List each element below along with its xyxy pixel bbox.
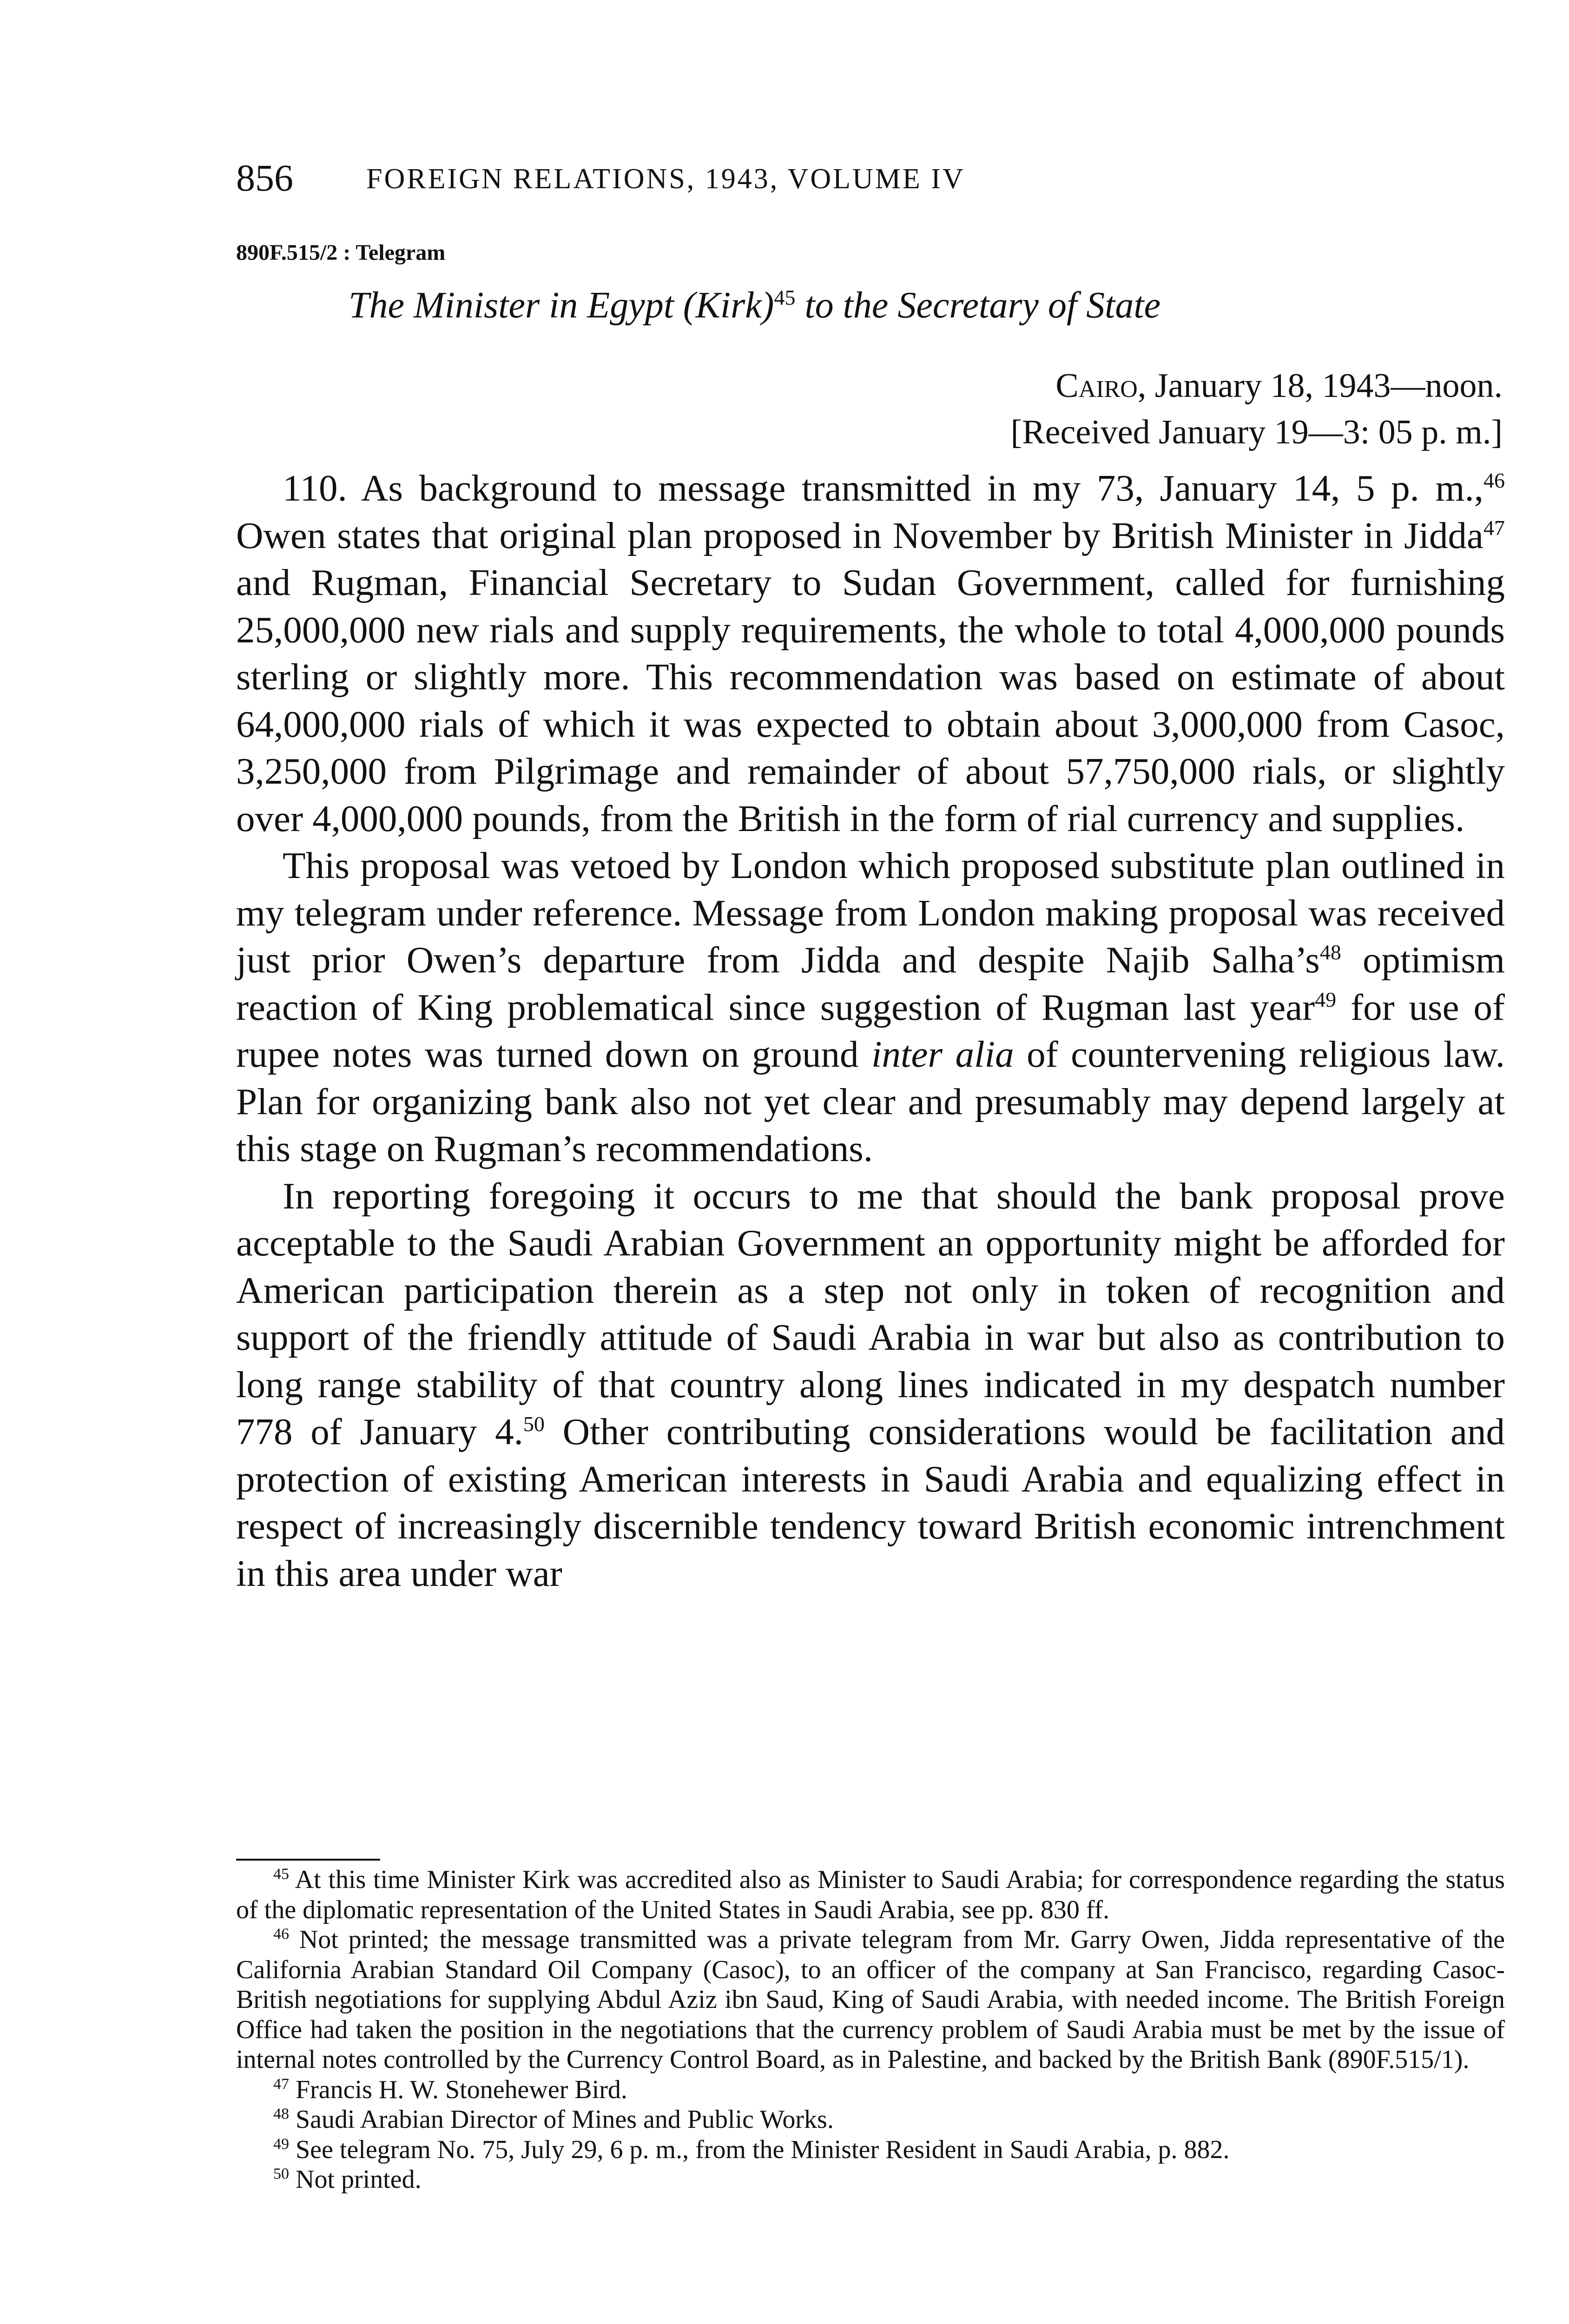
place: Cairo, [1055,367,1147,405]
file-reference: 890F.515/2 : Telegram [236,240,446,265]
footnote-number: 45 [273,1865,289,1883]
page-number: 856 [236,157,293,199]
footnote-text: Francis H. W. Stonehewer Bird. [296,2075,627,2104]
paragraph-3 [236,1173,1505,1598]
paragraph-2 [236,842,1505,1173]
footnote-number: 50 [273,2165,289,2183]
p1-text-a: 110. As background to message transmitted in my 73, January 14, 5 p. m., [283,467,1483,509]
telegram-body [236,465,1505,1597]
p2-text-b: optimism reaction of King problematical since suggestion of Rugman last year [236,939,1505,1028]
footnote-text: Saudi Arabian Director of Mines and Public Works. [296,2105,834,2134]
footnote-number: 47 [273,2075,289,2093]
footnote-number: 46 [273,1925,289,1943]
sent-line [1011,363,1503,409]
p2-text-a: This proposal was vetoed by London which proposed substitute plan outlined in my telegram under reference. Message from London making proposal was received just prior Owen’s departure from Jidda and despite Najib Salha’s [236,845,1505,981]
p2-text-d: of countervening religious law. Plan for organizing bank also not yet clear and presumably may depend largely at this stage on Rugman’s recommendations. [236,1033,1505,1169]
footnote-ref-48[interactable]: 48 [1319,940,1341,964]
paragraph-1 [236,465,1505,842]
footnote-number: 49 [273,2135,289,2152]
footnote-text: See telegram No. 75, July 29, 6 p. m., from the Minister Resident in Saudi Arabia, p. 882. [296,2135,1230,2164]
footnote-ref-50[interactable]: 50 [523,1412,545,1436]
date: January 18, 1943—noon. [1146,367,1503,405]
footnote-ref-47[interactable]: 47 [1483,515,1505,540]
footnote-47 [236,2075,1505,2105]
p3-text-a: In reporting foregoing it occurs to me that should the bank proposal prove acceptable to the Saudi Arabian Government an opportunity might be afforded for American participation therein as a step not only in token of recognition and support of the friendly attitude of Saudi Arabia in war but also as contribution to long range stability of that country along lines indicated in my despatch number 778 of January 4. [236,1175,1505,1452]
footnote-49 [236,2135,1505,2165]
running-head [236,156,1272,212]
footnote-text: Not printed; the message transmitted was a private telegram from Mr. Garry Owen, Jidda representative of the California Arabian Standard Oil Company (Casoc), to an officer of the company at San Francisco, regarding Casoc-British negotiations for supplying Abdul Aziz ibn Saud, King of Saudi Arabia, with needed income. The British Foreign Office had taken the position in the negotiations that the currency problem of Saudi Arabia must be met by the issue of internal notes controlled by the Currency Control Board, as in Palestine, and backed by the British Bank (890F.515/1). [236,1925,1505,2074]
footnote-45 [236,1865,1505,1925]
footnote-48 [236,2105,1505,2135]
footnote-ref-49[interactable]: 49 [1315,987,1337,1011]
title-text: The Minister in Egypt (Kirk) [349,285,774,326]
footnote-text: At this time Minister Kirk was accredited also as Minister to Saudi Arabia; for correspondence regarding the status of the diplomatic representation of the United States in Saudi Arabia, see pp. 830 ff. [236,1865,1505,1924]
footnote-divider [236,1859,380,1861]
footnote-number: 48 [273,2105,289,2123]
p2-text-c: for use of rupee notes was turned down on ground [236,986,1505,1075]
footnote-text: Not printed. [296,2165,422,2194]
p3-text-b: Other contributing considerations would be facilitation and protection of existing American interests in Saudi Arabia and equalizing effect in respect of increasingly discernible tendency toward British economic intrenchment in this area under war [236,1411,1505,1594]
footnotes [236,1865,1505,2195]
footnote-ref-45[interactable]: 45 [774,285,796,310]
dateline [1011,363,1503,456]
received-line: [Received January 19—3: 05 p. m.] [1010,413,1503,451]
p1-text-b: Owen states that original plan proposed in November by British Minister in Jidda [236,514,1483,556]
footnote-ref-46[interactable]: 46 [1483,469,1505,492]
p1-text-c: and Rugman, Financial Secretary to Sudan Government, called for furnishing 25,000,000 new rials and supply requirements, the whole to total 4,000,000 pounds sterling or slightly more. This recommendation was based on estimate of about 64,000,000 rials of which it was expected to obtain about 3,000,000 from Casoc, 3,250,000 from Pilgrimage and remainder of about 57,750,000 rials, or slightly over 4,000,000 pounds, from the British in the form of rial currency and supplies. [236,561,1505,839]
footnote-50 [236,2165,1505,2195]
title-suffix: to the Secretary of State [795,285,1161,326]
running-title: FOREIGN RELATIONS, 1943, VOLUME IV [366,163,965,195]
p2-italic: inter alia [871,1033,1014,1075]
footnote-46 [236,1925,1505,2075]
document-title [349,284,1160,327]
